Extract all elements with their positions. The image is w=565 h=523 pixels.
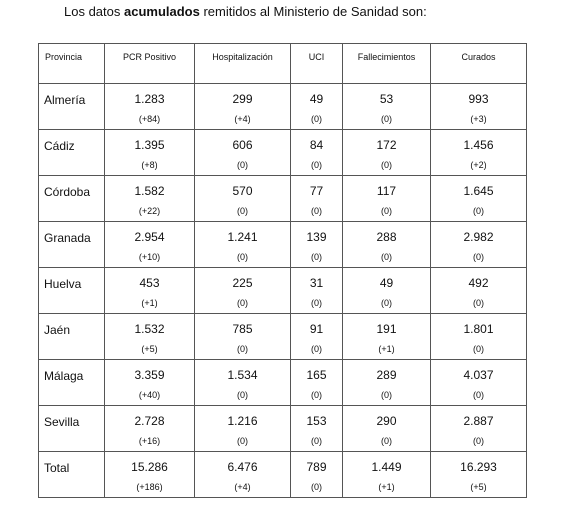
table-row (39, 268, 527, 314)
hosp-value: 606 (232, 138, 253, 152)
pcr-value: 15.286 (131, 460, 168, 474)
pcr-value: 453 (139, 276, 160, 290)
intro-bold: acumulados (124, 4, 200, 19)
cell-fall (343, 130, 431, 176)
hosp-value: 1.241 (227, 230, 258, 244)
pcr-delta: (+1) (141, 298, 158, 308)
fall-delta: (0) (381, 160, 392, 170)
fall-delta: (0) (381, 390, 392, 400)
uci-delta: (0) (311, 344, 322, 354)
uci-delta: (0) (311, 298, 322, 308)
hosp-value: 785 (232, 322, 253, 336)
cell-fall (343, 314, 431, 360)
cell-uci (291, 84, 343, 130)
cell-hosp (195, 360, 291, 406)
hosp-value: 570 (232, 184, 253, 198)
cell-hosp (195, 176, 291, 222)
cell-hosp (195, 268, 291, 314)
fall-value: 1.449 (371, 460, 402, 474)
fall-delta: (0) (381, 436, 392, 446)
cur-delta: (0) (473, 206, 484, 216)
cell-provincia (39, 314, 105, 360)
cell-fall (343, 176, 431, 222)
fall-delta: (+1) (378, 482, 395, 492)
fall-value: 117 (376, 184, 397, 198)
cell-hosp (195, 84, 291, 130)
table-body (39, 84, 527, 498)
cell-pcr (105, 84, 195, 130)
cur-value: 1.456 (463, 138, 494, 152)
cell-provincia (39, 222, 105, 268)
hosp-delta: (0) (237, 160, 248, 170)
pcr-delta: (+8) (141, 160, 158, 170)
header-hospitalizacion: Hospitalización (195, 44, 291, 84)
fall-delta: (0) (381, 252, 392, 262)
uci-value: 165 (306, 368, 327, 382)
cell-cur (431, 406, 527, 452)
cur-value: 1.801 (463, 322, 494, 336)
cell-uci (291, 130, 343, 176)
cur-delta: (0) (473, 344, 484, 354)
hosp-value: 299 (232, 92, 253, 106)
uci-value: 31 (309, 276, 324, 290)
pcr-delta: (+10) (138, 252, 161, 262)
pcr-value: 3.359 (134, 368, 165, 382)
cell-hosp (195, 314, 291, 360)
table-row (39, 406, 527, 452)
cell-uci (291, 452, 343, 498)
table-row (39, 84, 527, 130)
hosp-value: 6.476 (227, 460, 258, 474)
fall-delta: (0) (381, 206, 392, 216)
table-row (39, 314, 527, 360)
data-table (38, 43, 527, 498)
fall-delta: (0) (381, 298, 392, 308)
uci-delta: (0) (311, 160, 322, 170)
intro-text (64, 3, 427, 21)
cell-hosp (195, 130, 291, 176)
uci-value: 789 (306, 460, 327, 474)
cur-delta: (0) (473, 298, 484, 308)
intro-after: remitidos al Ministerio de Sanidad son: (199, 4, 427, 19)
provincia-label: Huelva (44, 277, 82, 291)
cell-pcr (105, 268, 195, 314)
provincia-label: Málaga (44, 369, 84, 383)
cell-provincia (39, 268, 105, 314)
uci-delta: (0) (311, 390, 322, 400)
cell-provincia (39, 406, 105, 452)
cell-cur (431, 314, 527, 360)
intro-before: Los datos (64, 4, 124, 19)
hosp-delta: (0) (237, 436, 248, 446)
cell-cur (431, 176, 527, 222)
hosp-delta: (0) (237, 252, 248, 262)
cell-fall (343, 268, 431, 314)
cell-pcr (105, 176, 195, 222)
hosp-value: 1.216 (227, 414, 258, 428)
cell-hosp (195, 452, 291, 498)
cell-pcr (105, 406, 195, 452)
cell-fall (343, 222, 431, 268)
header-provincia: Provincia (39, 44, 105, 84)
cell-uci (291, 360, 343, 406)
table-row (39, 222, 527, 268)
cur-value: 993 (468, 92, 489, 106)
cell-pcr (105, 130, 195, 176)
table-row (39, 452, 527, 498)
pcr-delta: (+40) (138, 390, 161, 400)
hosp-value: 225 (232, 276, 253, 290)
provincia-label: Almería (44, 93, 86, 107)
pcr-delta: (+22) (138, 206, 161, 216)
cell-cur (431, 268, 527, 314)
cell-cur (431, 360, 527, 406)
table-row (39, 360, 527, 406)
pcr-value: 2.954 (134, 230, 165, 244)
cell-provincia (39, 84, 105, 130)
fall-value: 53 (379, 92, 394, 106)
fall-value: 172 (376, 138, 397, 152)
pcr-value: 1.532 (134, 322, 165, 336)
cell-cur (431, 222, 527, 268)
cur-delta: (0) (473, 252, 484, 262)
cell-cur (431, 84, 527, 130)
cell-fall (343, 84, 431, 130)
fall-value: 289 (376, 368, 397, 382)
uci-value: 49 (309, 92, 324, 106)
uci-delta: (0) (311, 252, 322, 262)
cell-fall (343, 406, 431, 452)
hosp-value: 1.534 (227, 368, 258, 382)
hosp-delta: (0) (237, 298, 248, 308)
pcr-value: 1.582 (134, 184, 165, 198)
uci-value: 153 (306, 414, 327, 428)
cell-uci (291, 222, 343, 268)
cell-pcr (105, 314, 195, 360)
fall-delta: (0) (381, 114, 392, 124)
cell-provincia (39, 176, 105, 222)
provincia-label: Total (44, 461, 70, 475)
fall-value: 191 (376, 322, 397, 336)
cur-value: 16.293 (460, 460, 497, 474)
cell-hosp (195, 406, 291, 452)
uci-value: 91 (309, 322, 324, 336)
fall-delta: (+1) (378, 344, 395, 354)
cell-fall (343, 452, 431, 498)
cell-hosp (195, 222, 291, 268)
pcr-delta: (+5) (141, 344, 158, 354)
cell-uci (291, 406, 343, 452)
provincia-label: Sevilla (44, 415, 80, 429)
fall-value: 49 (379, 276, 394, 290)
cur-value: 492 (468, 276, 489, 290)
cell-cur (431, 130, 527, 176)
uci-value: 77 (309, 184, 324, 198)
table-row (39, 130, 527, 176)
uci-value: 84 (309, 138, 324, 152)
cur-delta: (+2) (470, 160, 487, 170)
header-uci: UCI (291, 44, 343, 84)
cur-value: 1.645 (463, 184, 494, 198)
cell-cur (431, 452, 527, 498)
header-pcr: PCR Positivo (105, 44, 195, 84)
cell-provincia (39, 360, 105, 406)
uci-value: 139 (306, 230, 327, 244)
fall-value: 288 (376, 230, 397, 244)
cell-pcr (105, 360, 195, 406)
hosp-delta: (0) (237, 206, 248, 216)
cur-delta: (+5) (470, 482, 487, 492)
uci-delta: (0) (311, 482, 322, 492)
cell-pcr (105, 452, 195, 498)
cur-delta: (0) (473, 390, 484, 400)
pcr-value: 2.728 (134, 414, 165, 428)
uci-delta: (0) (311, 206, 322, 216)
table-row (39, 176, 527, 222)
pcr-delta: (+16) (138, 436, 161, 446)
hosp-delta: (0) (237, 344, 248, 354)
cur-delta: (0) (473, 436, 484, 446)
provincia-label: Cádiz (44, 139, 75, 153)
uci-delta: (0) (311, 436, 322, 446)
cur-value: 2.982 (463, 230, 494, 244)
pcr-value: 1.395 (134, 138, 165, 152)
provincia-label: Córdoba (44, 185, 91, 199)
pcr-delta: (+84) (138, 114, 161, 124)
cell-uci (291, 314, 343, 360)
cur-value: 2.887 (463, 414, 494, 428)
provincia-label: Jaén (44, 323, 71, 337)
hosp-delta: (+4) (234, 114, 251, 124)
cur-delta: (+3) (470, 114, 487, 124)
fall-value: 290 (376, 414, 397, 428)
hosp-delta: (+4) (234, 482, 251, 492)
cell-pcr (105, 222, 195, 268)
cell-fall (343, 360, 431, 406)
pcr-value: 1.283 (134, 92, 165, 106)
table-header-row (39, 44, 527, 84)
header-curados: Curados (431, 44, 527, 84)
header-fallecimientos: Fallecimientos (343, 44, 431, 84)
cell-uci (291, 176, 343, 222)
pcr-delta: (+186) (136, 482, 163, 492)
provincia-label: Granada (44, 231, 91, 245)
cur-value: 4.037 (463, 368, 494, 382)
cell-provincia (39, 452, 105, 498)
uci-delta: (0) (311, 114, 322, 124)
cell-provincia (39, 130, 105, 176)
hosp-delta: (0) (237, 390, 248, 400)
cell-uci (291, 268, 343, 314)
